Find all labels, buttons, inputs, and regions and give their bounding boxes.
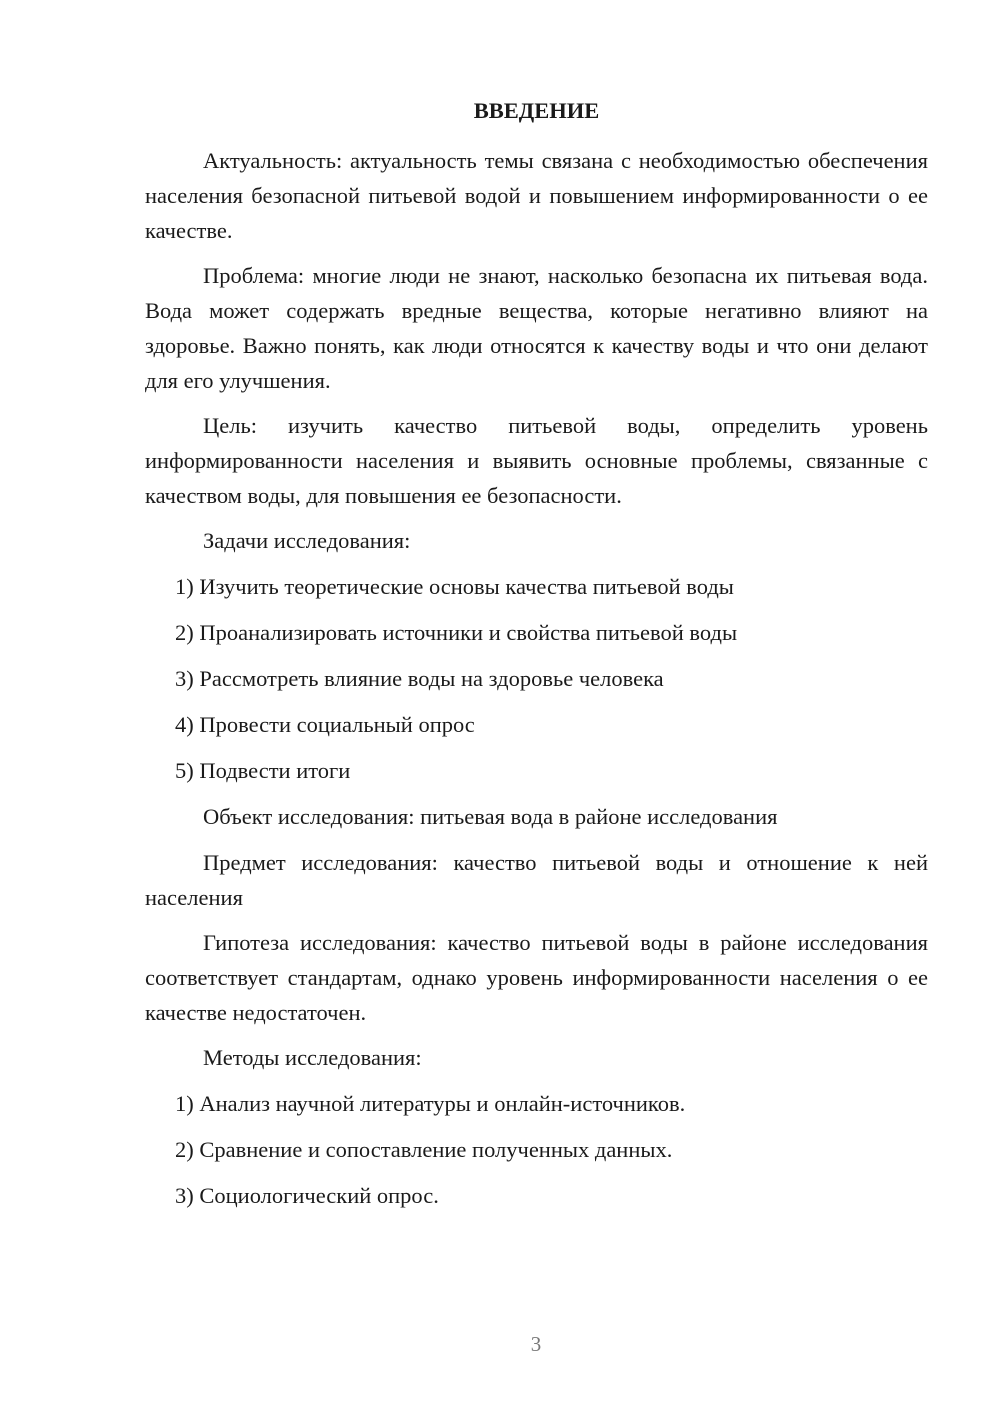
relevance-paragraph: Актуальность: актуальность темы связана с необходимостью обеспечения населения безопасной питьевой водой и повышением информированности о ее качестве. (145, 148, 928, 243)
list-item: 2) Сравнение и сопоставление полученных данных. (175, 1137, 673, 1162)
list-item: 2) Проанализировать источники и свойства питьевой воды (175, 620, 738, 645)
goal-paragraph: Цель: изучить качество питьевой воды, определить уровень информированности населения и выявить основные проблемы, связанные с качеством воды, для повышения ее безопасности. (145, 413, 928, 508)
methods-heading: Методы исследования: (203, 1045, 422, 1070)
page-title: ВВЕДЕНИЕ (473, 98, 600, 123)
object-paragraph: Объект исследования: питьевая вода в районе исследования (203, 804, 778, 829)
list-item: 5) Подвести итоги (175, 758, 351, 783)
methods-list (145, 1086, 928, 1213)
tasks-list (145, 569, 928, 788)
problem-paragraph: Проблема: многие люди не знают, насколько безопасна их питьевая вода. Вода может содержать вредные вещества, которые негативно влияют на здоровье. Важно понять, как люди относятся к качеству воды и что они делают для его улучшения. (145, 263, 928, 393)
list-item: 1) Изучить теоретические основы качества питьевой воды (175, 574, 734, 599)
hypothesis-paragraph: Гипотеза исследования: качество питьевой воды в районе исследования соответствует стандартам, однако уровень информированности населения о ее качестве недостаточен. (145, 930, 928, 1025)
list-item: 3) Социологический опрос. (175, 1183, 439, 1208)
list-item: 3) Рассмотреть влияние воды на здоровье человека (175, 666, 664, 691)
list-item: 1) Анализ научной литературы и онлайн-источников. (175, 1091, 686, 1116)
subject-paragraph: Предмет исследования: качество питьевой воды и отношение к ней населения (145, 850, 928, 910)
tasks-heading: Задачи исследования: (203, 528, 411, 553)
page-body (145, 95, 928, 1224)
page-number: 3 (530, 1332, 542, 1356)
list-item: 4) Провести социальный опрос (175, 712, 475, 737)
